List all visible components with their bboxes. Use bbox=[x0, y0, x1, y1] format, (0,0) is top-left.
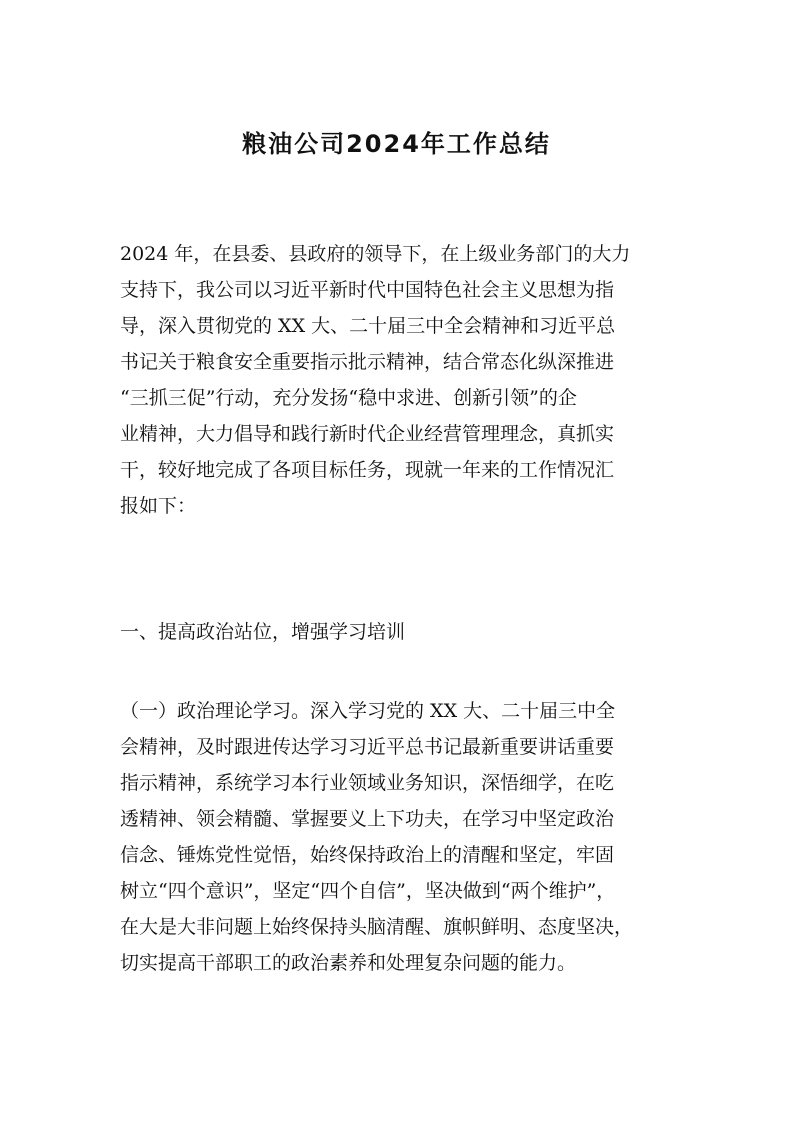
paragraph-line: 报如下： bbox=[120, 495, 197, 517]
intro-paragraph bbox=[120, 236, 680, 524]
paragraph-line: 在大是大非问题上始终保持头脑清醒、旗帜鲜明、态度坚决， bbox=[120, 916, 634, 938]
paragraph-line: 2024 年，在县委、县政府的领导下，在上级业务部门的大力 bbox=[120, 243, 631, 265]
paragraph-line: 切实提高干部职工的政治素养和处理复杂问题的能力。 bbox=[120, 952, 577, 974]
paragraph-line: 导，深入贯彻党的 XX 大、二十届三中全会精神和习近平总 bbox=[120, 315, 616, 337]
paragraph-line: 透精神、领会精髓、掌握要义上下功夫，在学习中坚定政治 bbox=[120, 808, 615, 830]
paragraph-line: 会精神，及时跟进传达学习习近平总书记最新重要讲话重要 bbox=[120, 736, 615, 758]
document-title: 粮油公司2024年工作总结 bbox=[242, 130, 551, 158]
paragraph-line: 信念、锤炼党性觉悟，始终保持政治上的清醒和坚定，牢固 bbox=[120, 844, 615, 866]
paragraph-line: （一）政治理论学习。深入学习党的 XX 大、二十届三中全 bbox=[120, 700, 616, 722]
paragraph-line: “三抓三促”行动，充分发扬“稳中求进、创新引领”的企 bbox=[120, 387, 577, 409]
paragraph-line: 指示精神，系统学习本行业领域业务知识，深悟细学，在吃 bbox=[120, 772, 615, 794]
section-heading: 一、提高政治站位，增强学习培训 bbox=[120, 621, 406, 643]
section-paragraph bbox=[120, 693, 680, 981]
paragraph-line: 书记关于粮食安全重要指示批示精神，结合常态化纵深推进 bbox=[120, 351, 615, 373]
paragraph-line: 干，较好地完成了各项目标任务，现就一年来的工作情况汇 bbox=[120, 459, 615, 481]
paragraph-line: 树立“四个意识”，坚定“四个自信”，坚决做到“两个维护”， bbox=[120, 880, 616, 902]
paragraph-line: 支持下，我公司以习近平新时代中国特色社会主义思想为指 bbox=[120, 279, 615, 301]
paragraph-line: 业精神，大力倡导和践行新时代企业经营管理理念，真抓实 bbox=[120, 423, 615, 445]
